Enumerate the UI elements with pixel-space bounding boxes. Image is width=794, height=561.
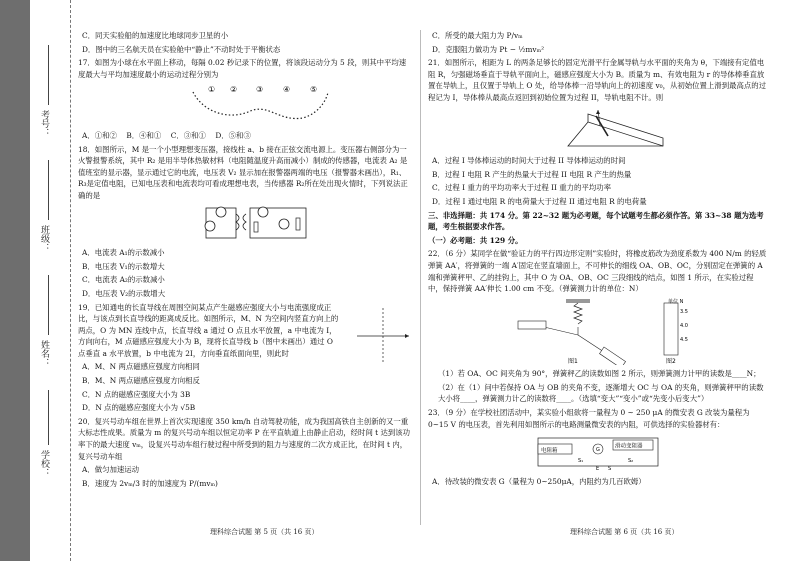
q21-option-d: D．过程 I 通过电阻 R 的电荷量大于过程 II 通过电阻 R 的电荷量 bbox=[432, 196, 647, 206]
q17-mark-3: ③ bbox=[256, 85, 264, 95]
q20-option-b: B．速度为 2vₘ/3 时的加速度为 P/(mvₘ) bbox=[82, 478, 218, 488]
q19-option-d: D．N 点的磁感应强度大小为 √5B bbox=[82, 403, 196, 413]
q17-mark-5: ⑤ bbox=[310, 85, 318, 95]
binding-strip bbox=[0, 0, 30, 561]
q22-part-2: （2）在（1）问中若保持 OA 与 OB 的夹角不变，逐渐增大 OC 与 OA 的夹角，则弹簧秤甲的读数大小将____，弹簧测力计乙的读数将____。（选填“变大”“变小”或“先变小后变大”） bbox=[438, 382, 764, 404]
rheostat-label: 滑动变阻器 bbox=[615, 443, 643, 450]
question-19: 19．已知通电的长直导线在周围空间某点产生磁感应强度大小与电流强度成正比，与该点到长直导线的距离成反比。如图所示，M、N 为空间内竖直方向上的两点，O 为 MN 连线中点，长直导线 a 通过 O 点且水平放置，a 中电流为 I，方向向右，M 点磁感应强度大小为 B，现将长直导线 b（图中未画出）通过 O 点垂直 a 水平放置，b 中电流为 2I，方向垂直纸面向里，则此时 bbox=[78, 302, 339, 358]
q17-option-d: D．⑤和③ bbox=[215, 130, 251, 140]
q18-option-a: A．电流表 A₁的示数减小 bbox=[82, 248, 165, 258]
resistance-box-label: 电阻箱 bbox=[541, 448, 558, 455]
q18-option-c: C．电流表 A₂的示数减小 bbox=[82, 275, 165, 285]
q19-figure bbox=[353, 304, 413, 368]
q21-option-a: A．过程 I 导体棒运动的时间大于过程 II 导体棒运动的时间 bbox=[432, 156, 626, 166]
class-label: 班级： bbox=[39, 225, 49, 252]
column-divider bbox=[420, 30, 421, 525]
q21-option-b: B．过程 I 电阻 R 产生的热量大于过程 II 电阻 R 产生的热量 bbox=[432, 169, 632, 179]
name-label: 姓名： bbox=[39, 340, 49, 367]
switch-s2-label: S₂ bbox=[628, 458, 634, 465]
main-switch-label: S bbox=[608, 466, 612, 473]
q19-option-b: B．M、N 两点磁感应强度方向相反 bbox=[82, 376, 200, 386]
q17-mark-1: ① bbox=[208, 85, 216, 95]
q18-option-b: B．电压表 V₁的示数增大 bbox=[82, 261, 165, 271]
scale-tick-40: 4.0 bbox=[680, 322, 688, 329]
scale-tick-45: 4.5 bbox=[680, 336, 688, 343]
binding-margin bbox=[30, 0, 71, 561]
figure-2-label: 图2 bbox=[666, 357, 676, 365]
footer-left: 理科综合试题 第 5 页（共 16 页） bbox=[210, 528, 319, 536]
switch-s1-label: S₁ bbox=[578, 458, 584, 465]
q17-option-c: C．③和① bbox=[170, 130, 206, 140]
scale-unit-label: 单位 N bbox=[668, 298, 684, 305]
left-column bbox=[78, 30, 413, 491]
q18-option-d: D．电压表 V₂的示数增大 bbox=[82, 288, 166, 298]
exam-no-line bbox=[48, 45, 49, 105]
question-18: 18．如图所示，M 是一个小型理想变压器，接线柱 a、b 接在正弦交流电源上。变压器右侧部分为一火警报警系统，其中 R₂ 是用半导体热敏材料（电阻随温度升高而减小）制成的传感器，电流表 A₂ 是值班室的显示器，显示通过它的电流，电压表 V₂ 显示加在报警器两端的电压（报警器未画出），R₁、R₃是定值电阻，已知电压表和电流表均可看成理想电表，当传感器 R₂所在处出现火情时，下列说法正确的是 bbox=[78, 144, 408, 200]
figure-1-label: 图1 bbox=[568, 357, 578, 365]
q20-option-c: C．所受的最大阻力为 P/vₘ bbox=[432, 31, 523, 40]
option-c-top: C．同天实验船的加速度比地球同步卫星的小 bbox=[82, 31, 229, 40]
option-d-top: D．图中的三名航天员在实验舱中“静止”不动时处于平衡状态 bbox=[82, 44, 281, 54]
question-17: 17．如图为小球在水平面上移动，每隔 0.02 秒记录下的位置，将该段运动分为 5 段，则其中平均速度最大与平均加速度最小的运动过程分别为 bbox=[78, 58, 407, 79]
battery-label: E bbox=[596, 466, 600, 473]
q20-option-d: D．克服阻力做功为 Pt − ½mvₘ² bbox=[432, 44, 545, 54]
right-column bbox=[428, 30, 768, 489]
q22-part-1: （1）若 OA、OC 间夹角为 90°，弹簧秤乙的读数如图 2 所示，则弹簧测力计甲的读数是____N； bbox=[438, 369, 761, 379]
q23-option-a: A．待改装的微安表 G（量程为 0~250μA，内阻约为几百欧姆） bbox=[432, 476, 646, 486]
question-21: 21．如图所示，相距为 L 的两条足够长的固定光滑平行金属导轨与水平面的夹角为 θ，下端接有定值电阻 R，匀强磁场垂直于导轨平面向上，磁感应强度大小为 B。质量为 m、有效电阻为 r 的导体棒垂直放置在导轨上，且仅置于导轨上 O 处，给导体棒一沿导轨向上的初速度 v₀，从初始位置上滑到最高点的过程记为 I，导体棒从最高点返回到初始位置为过程 II，导轨电阻不计。则 bbox=[428, 58, 767, 102]
q20-option-a: A．做匀加速运动 bbox=[82, 465, 140, 475]
q19-option-a: A．M、N 两点磁感应强度方向相同 bbox=[82, 362, 200, 372]
q17-mark-2: ② bbox=[230, 85, 238, 95]
question-19-block bbox=[78, 302, 413, 360]
question-22: 22．（6 分）某同学在做“验证力的平行四边形定则”实验时，将橡皮筋改为劲度系数为 400 N/m 的轻质弹簧 AA′，将弹簧的一端 A′固定在竖直墙面上，不可伸长的细线 OA、OB、OC，分别固定在弹簧的 A 端和弹簧秤甲、乙的挂钩上，其中 O 为 OA、OB、OC 三段细线的结点，如图 1 所示，在实验过程中，保持弹簧 AA′伸长 1.00 cm 不变。（弹簧测力计的单位：N） bbox=[428, 249, 767, 294]
q17-option-b: B．④和① bbox=[126, 130, 162, 140]
question-20: 20．复兴号动车组在世界上首次实现速度 350 km/h 自动驾驶功能，成为我国高铁自主创新的又一重大标志性成果。质量为 m 的复兴号动车组以恒定功率 P 在平直轨道上由静止启动，经时间 t 达到该功率下的最大速度 vₘ，设复兴号动车组行驶过程中所受到的阻力与速度的二次方成正比，在时间 t 内，复兴号动车组 bbox=[78, 416, 411, 461]
name-line bbox=[48, 275, 49, 335]
q17-option-a: A．①和② bbox=[82, 130, 117, 140]
required-subheading: （一）必考题：共 129 分。 bbox=[428, 235, 523, 245]
exam-no-label: 考号： bbox=[39, 110, 49, 137]
section-three-heading: 三、非选择题：共 174 分。第 22~32 题为必考题，每个试题考生都必须作答。第 33~38 题为选考题，考生根据要求作答。 bbox=[428, 210, 764, 232]
q19-option-c: C．N 点的磁感应强度大小为 3B bbox=[82, 389, 191, 399]
footer-right: 理科综合试题 第 6 页（共 16 页） bbox=[570, 528, 679, 536]
scale-tick-35: 3.5 bbox=[680, 308, 688, 315]
galvanometer-label: G bbox=[596, 447, 600, 454]
school-label: 学校： bbox=[39, 450, 49, 477]
q23-circuit-figure bbox=[428, 432, 768, 472]
school-line bbox=[48, 390, 49, 445]
q21-option-c: C．过程 I 重力的平均功率大于过程 II 重力的平均功率 bbox=[432, 183, 612, 193]
question-23: 23．（9 分）在学校社团活动中，某实验小组欲将一量程为 0 ~ 250 μA 的微安表 G 改装为量程为 0~15 V 的电压表，首先利用如图所示的电路测量微安表的内阻，可供选择的实验器材有： bbox=[428, 408, 750, 429]
q17-options bbox=[78, 130, 413, 142]
q17-mark-4: ④ bbox=[283, 85, 291, 95]
q22-spring-figure bbox=[428, 297, 768, 365]
class-line bbox=[48, 160, 49, 220]
q17-trajectory-figure bbox=[78, 82, 413, 126]
q21-rails-figure bbox=[428, 106, 768, 152]
q18-circuit-figure bbox=[78, 204, 413, 244]
